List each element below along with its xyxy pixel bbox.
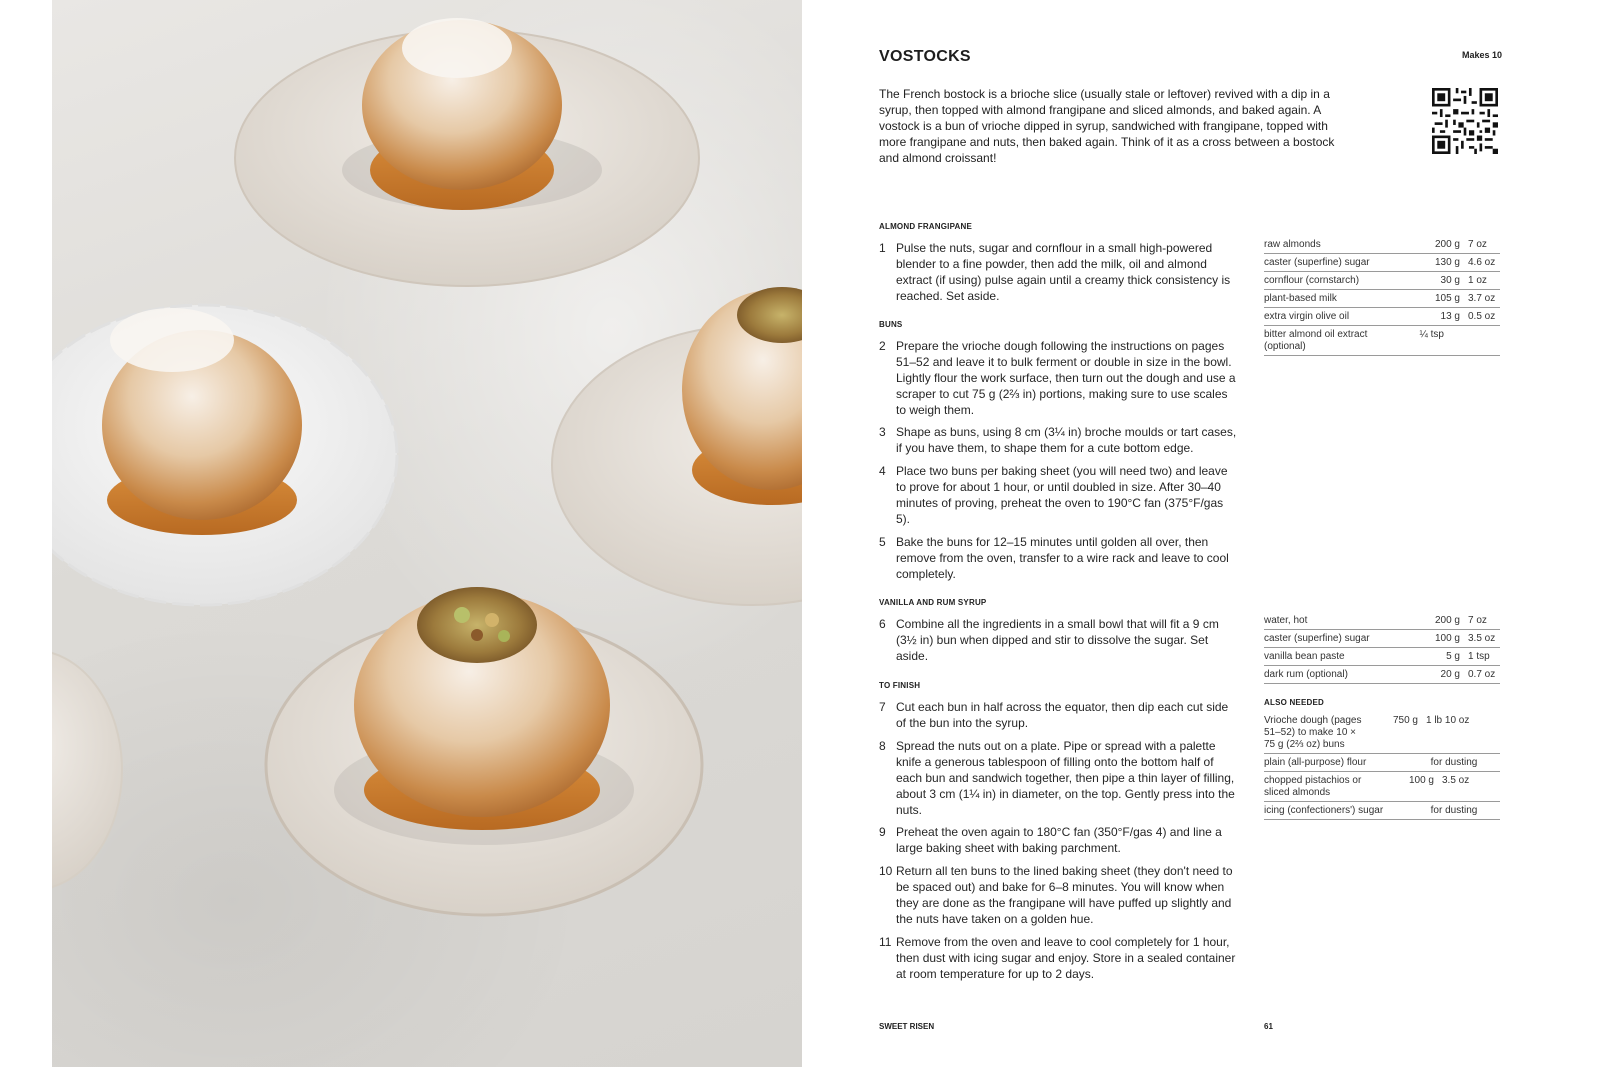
ingredient-row xyxy=(1264,712,1500,754)
step-text: Shape as buns, using 8 cm (3¼ in) broche moulds or tart cases, if you have them, to shape them for a cute bottom edge. xyxy=(896,425,1237,455)
recipe-yield: Makes 10 xyxy=(1461,50,1502,60)
ingredient-metric: 20 g xyxy=(1440,669,1460,680)
ingredient-name: chopped pistachios or sliced almonds xyxy=(1264,775,1362,798)
step-number: 9 xyxy=(879,825,886,839)
nut-topping xyxy=(417,587,537,663)
ingredient-imperial: 4.6 oz xyxy=(1468,257,1496,268)
photo-illustration xyxy=(52,0,802,1067)
ingredient-imperial: 0.7 oz xyxy=(1468,669,1496,680)
ingredient-metric: for dusting xyxy=(1430,805,1478,816)
ingredient-name: raw almonds xyxy=(1264,239,1321,250)
section-heading-frangipane: ALMOND FRANGIPANE xyxy=(879,222,973,231)
step-text: Remove from the oven and leave to cool completely for 1 hour, then dust with icing sugar and enjoy. Store in a sealed container at room temperature for up to 2 days. xyxy=(896,935,1236,981)
ingredient-name: Vrioche dough (pages 51–52) to make 10 × 75 g (2⅔ oz) buns xyxy=(1264,715,1362,750)
section-heading-also-needed: ALSO NEEDED xyxy=(1264,698,1324,707)
ingredient-name: bitter almond oil extract (optional) xyxy=(1264,329,1368,352)
ingredient-metric: 130 g xyxy=(1434,257,1460,268)
step-number: 11 xyxy=(879,935,892,949)
method-step xyxy=(879,699,1239,731)
ingredient-metric: 5 g xyxy=(1446,651,1460,662)
ingredient-imperial: 7 oz xyxy=(1468,615,1487,626)
step-text: Combine all the ingredients in a small bowl that will fit a 9 cm (3½ in) bun when dipped and stir to dissolve the sugar. Set aside. xyxy=(896,617,1219,663)
step-number: 10 xyxy=(879,864,893,878)
ingredient-imperial: 7 oz xyxy=(1468,239,1487,250)
ingredient-metric: 100 g xyxy=(1434,633,1460,644)
ingredient-name: plain (all-purpose) flour xyxy=(1264,757,1367,768)
ingredient-name: dark rum (optional) xyxy=(1264,669,1348,680)
ingredient-name: caster (superfine) sugar xyxy=(1264,257,1370,268)
ingredient-imperial: 3.5 oz xyxy=(1442,775,1470,786)
ingredient-metric: 750 g xyxy=(1392,715,1418,726)
ingredient-row xyxy=(1264,236,1500,254)
step-number: 1 xyxy=(879,241,886,255)
step-number: 5 xyxy=(879,535,886,549)
step-number: 3 xyxy=(879,425,886,439)
ingredient-imperial: 1 oz xyxy=(1468,275,1487,286)
ingredient-metric: 105 g xyxy=(1434,293,1460,304)
ingredient-name: cornflour (cornstarch) xyxy=(1264,275,1360,286)
ingredient-row xyxy=(1264,612,1500,630)
section-heading-finish: TO FINISH xyxy=(879,681,921,690)
method-step xyxy=(879,534,1239,582)
ingredient-name: extra virgin olive oil xyxy=(1264,311,1350,322)
method-step xyxy=(879,934,1239,982)
ingredients-table-also-needed xyxy=(1264,712,1500,820)
step-text: Prepare the vrioche dough following the instructions on pages 51–52 and leave it to bulk ferment or double in size in the bowl. Lightly flour the work surface, then turn out the dough and use a scraper to cut 75 g (2⅔ in) portions, making sure to use scales to weigh them. xyxy=(896,339,1236,417)
ingredient-row xyxy=(1264,290,1500,308)
ingredient-metric: ¼ tsp xyxy=(1419,329,1444,340)
ingredient-name: caster (superfine) sugar xyxy=(1264,633,1370,644)
method-step xyxy=(879,616,1239,664)
step-text: Bake the buns for 12–15 minutes until golden all over, then remove from the oven, transfer to a wire rack and leave to cool completely. xyxy=(896,535,1229,581)
step-number: 4 xyxy=(879,464,886,478)
recipe-title: VOSTOCKS xyxy=(879,48,971,65)
step-text: Preheat the oven again to 180°C fan (350°F/gas 4) and line a large baking sheet with baking parchment. xyxy=(896,825,1222,855)
ingredient-row xyxy=(1264,772,1500,802)
ingredient-imperial: 0.5 oz xyxy=(1468,311,1496,322)
ingredients-table-frangipane xyxy=(1264,236,1500,356)
step-text: Cut each bun in half across the equator, then dip each cut side of the bun into the syrup. xyxy=(896,700,1229,730)
method-step xyxy=(879,424,1239,456)
ingredient-row xyxy=(1264,254,1500,272)
ingredient-row xyxy=(1264,666,1500,684)
ingredient-metric: 100 g xyxy=(1408,775,1434,786)
step-number: 2 xyxy=(879,339,886,353)
footer-section-name: SWEET RISEN xyxy=(879,1022,935,1031)
ingredient-imperial: 1 tsp xyxy=(1468,651,1490,662)
step-number: 7 xyxy=(879,700,886,714)
ingredient-metric: 200 g xyxy=(1434,239,1460,250)
food-photo xyxy=(52,0,802,1067)
step-text: Return all ten buns to the lined baking sheet (they don't need to be spaced out) and bake for 6–8 minutes. You will know when they are done as the frangipane will have puffed up slightly and the nuts have taken on a golden hue. xyxy=(896,864,1233,926)
ingredient-imperial: 3.5 oz xyxy=(1468,633,1496,644)
step-text: Place two buns per baking sheet (you will need two) and leave to prove for about 1 hour, or until doubled in size. After 30–40 minutes of proving, preheat the oven to 190°C fan (375°F/gas 5). xyxy=(896,464,1228,526)
ingredient-row xyxy=(1264,308,1500,326)
ingredient-metric: 200 g xyxy=(1434,615,1460,626)
section-heading-buns: BUNS xyxy=(879,320,903,329)
ingredient-name: icing (confectioners') sugar xyxy=(1264,805,1384,816)
step-number: 6 xyxy=(879,617,886,631)
ingredient-row xyxy=(1264,326,1500,356)
ingredients-table-syrup xyxy=(1264,612,1500,684)
ingredient-name: water, hot xyxy=(1264,615,1308,626)
ingredient-name: plant-based milk xyxy=(1264,293,1337,304)
ingredient-imperial xyxy=(1444,329,1484,353)
step-text: Spread the nuts out on a plate. Pipe or spread with a palette knife a generous tablespoon of filling onto the bottom half of each bun and sandwich together, then pipe a thin layer of filling, about 3 cm (1¼ in) in diameter, on the top. Gently press into the nuts. xyxy=(896,739,1235,817)
step-text: Pulse the nuts, sugar and cornflour in a small high-powered blender to a fine powder, then add the milk, oil and almond extract (if using) pulse again until a creamy thick consistency is reached. Set aside. xyxy=(896,241,1231,303)
ingredient-row xyxy=(1264,802,1500,820)
method-step xyxy=(879,338,1239,418)
ingredient-row xyxy=(1264,272,1500,290)
section-heading-syrup: VANILLA AND RUM SYRUP xyxy=(879,598,987,607)
recipe-intro: The French bostock is a brioche slice (usually stale or leftover) revived with a dip in a syrup, then topped with almond frangipane and sliced almonds, and baked again. A vostock is a bun of vrioche dipped in syrup, sandwiched with frangipane, topped with more frangipane and nuts, then baked again. Think of it as a cross between a bostock and almond croissant! xyxy=(879,87,1335,165)
ingredient-metric: 13 g xyxy=(1440,311,1460,322)
ingredient-name: vanilla bean paste xyxy=(1264,651,1345,662)
ingredient-row xyxy=(1264,754,1500,772)
method-step xyxy=(879,738,1239,818)
plate-bottom-left xyxy=(52,650,122,890)
method-step xyxy=(879,863,1239,927)
ingredient-row xyxy=(1264,630,1500,648)
ingredient-row xyxy=(1264,648,1500,666)
method-step xyxy=(879,463,1239,527)
qr-code-icon[interactable] xyxy=(1432,88,1498,154)
recipe-page xyxy=(802,0,1600,1067)
ingredient-imperial: 1 lb 10 oz xyxy=(1426,715,1470,726)
ingredient-metric: 30 g xyxy=(1440,275,1460,286)
step-number: 8 xyxy=(879,739,886,753)
ingredient-imperial: 3.7 oz xyxy=(1468,293,1496,304)
page-number: 61 xyxy=(1264,1022,1273,1031)
method-step xyxy=(879,240,1239,304)
method-step xyxy=(879,824,1239,856)
ingredient-metric: for dusting xyxy=(1430,757,1478,768)
